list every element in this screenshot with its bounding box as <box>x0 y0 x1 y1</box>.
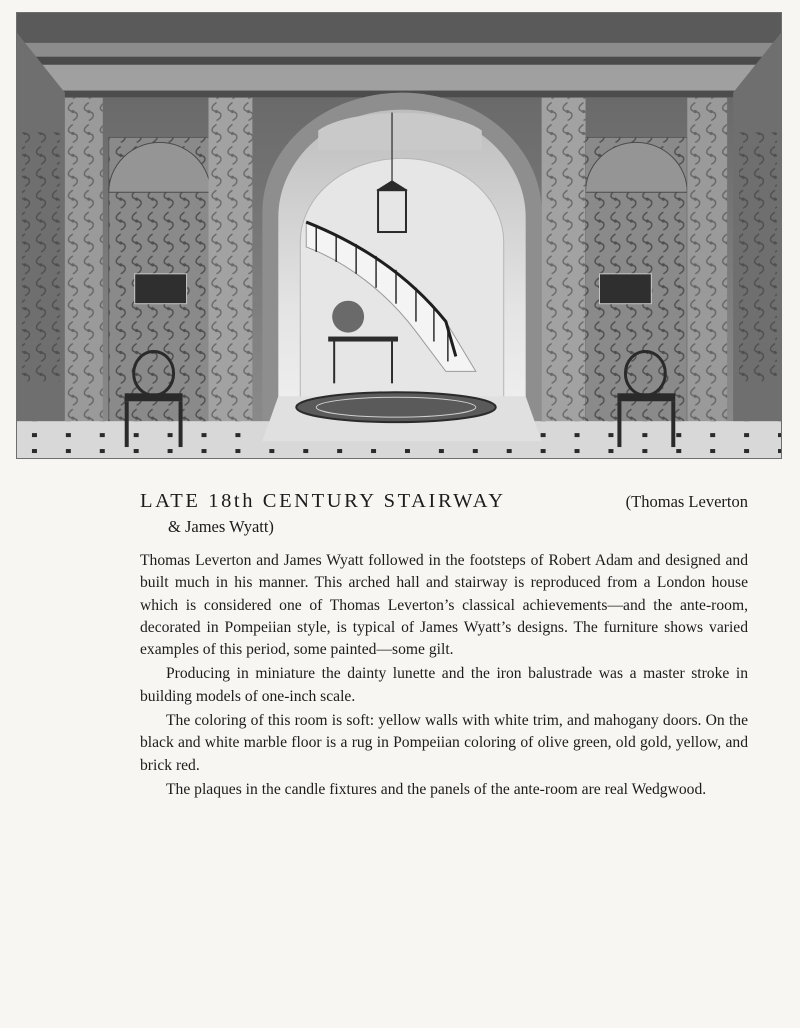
paragraph-lunette: Producing in miniature the dainty lunette and the iron balustrade was a master stroke in building models of one-inch scale. <box>140 665 748 705</box>
caption-title: LATE 18th CENTURY STAIRWAY <box>140 490 506 512</box>
caption-attribution-continued: & James Wyatt) <box>168 517 274 536</box>
caption <box>140 488 748 801</box>
title-line <box>140 488 748 515</box>
body-text <box>140 550 748 801</box>
caption-attribution: (Thomas Leverton <box>625 492 748 511</box>
stairway-photograph <box>16 12 782 459</box>
paragraph-coloring: The coloring of this room is soft: yellow walls with white trim, and mahogany doors. On the black and white marble floor is a rug in Pompeiian coloring of olive green, old gold, yellow, and brick red. <box>140 712 748 774</box>
paragraph-history: Thomas Leverton and James Wyatt followed in the footsteps of Robert Adam and designed and built much in his manner. This arched hall and stairway is reproduced from a London house which is considered one of Thomas Leverton’s classical achievements—and the ante-room, decorated in Pompeiian style, is typical of James Wyatt’s designs. The furniture shows varied examples of this period, some painted—some gilt. <box>140 552 748 659</box>
paragraph-wedgwood: The plaques in the candle fixtures and the panels of the ante-room are real Wedgwood. <box>166 780 707 798</box>
